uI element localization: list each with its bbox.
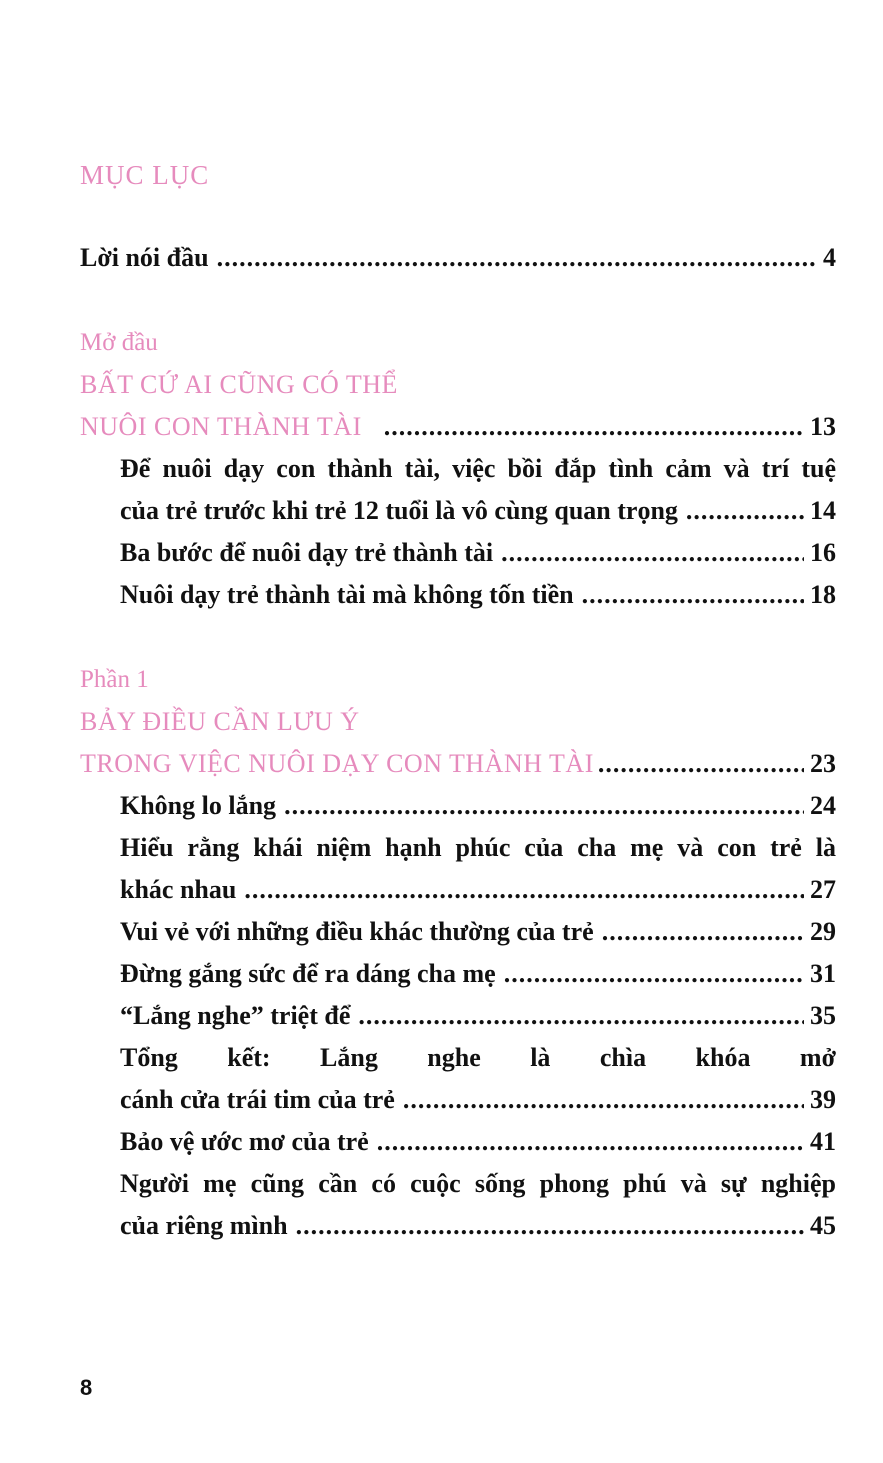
toc-entry-line [80,785,836,827]
section-heading: NUÔI CON THÀNH TÀI [80,412,362,441]
dot-leader [501,532,804,574]
entry-label: Tổng kết: Lắng nghe là chìa khóa mở [120,1043,836,1072]
entry-label: Để nuôi dạy con thành tài, việc bồi đắp tình cảm và trí tuệ [120,454,836,483]
section-heading: TRONG VIỆC NUÔI DẠY CON THÀNH TÀI [80,749,594,778]
entry-page: 27 [810,875,836,904]
entry-page: 23 [810,749,836,778]
dot-leader [244,869,804,911]
entry-label: Vui vẻ với những điều khác thường của trẻ [120,917,594,946]
entry-label: Ba bước để nuôi dạy trẻ thành tài [120,538,494,567]
entry-label: của trẻ trước khi trẻ 12 tuổi là vô cùng quan trọng [120,496,678,525]
toc-entry-line [80,953,836,995]
section-heading: BẤT CỨ AI CŨNG CÓ THỂ [80,370,398,399]
entry-page: 45 [810,1211,836,1240]
entry-label: cánh cửa trái tim của trẻ [120,1085,395,1114]
page-number: 8 [80,1375,93,1400]
dot-leader [582,574,804,616]
toc-entry-line [80,911,836,953]
entry-page: 29 [810,917,836,946]
toc-entry-line [80,1079,836,1121]
toc-entry-line [80,532,836,574]
dot-leader [284,785,804,827]
entry-page: 41 [810,1127,836,1156]
toc-entry-line [80,490,836,532]
toc-entry-line [80,827,836,869]
entry-label: Không lo lắng [120,791,277,820]
entry-page: 4 [823,243,836,272]
toc-entry [80,237,836,279]
section-label: Phần 1 [80,666,149,693]
dot-leader [598,743,804,785]
toc-preface [80,237,836,279]
dot-leader [384,406,804,448]
entry-label: “Lắng nghe” triệt để [120,1001,351,1030]
entry-page: 31 [810,959,836,988]
toc-entry-line [80,1037,836,1079]
entry-label: Hiểu rằng khái niệm hạnh phúc của cha mẹ và con trẻ là [120,833,836,862]
entry-label: Bảo vệ ước mơ của trẻ [120,1127,369,1156]
dot-leader [403,1079,804,1121]
toc-title: MỤC LỤC [80,160,210,190]
toc-intro [80,322,836,616]
entry-label: khác nhau [120,875,237,904]
entry-page: 13 [810,412,836,441]
toc-entry-line [80,995,836,1037]
section-label: Mở đầu [80,329,158,356]
dot-leader [296,1205,804,1247]
dot-leader [602,911,804,953]
toc-entry-line [80,574,836,616]
entry-label: Lời nói đầu [80,243,209,272]
entry-page: 35 [810,1001,836,1030]
dot-leader [217,237,817,279]
dot-leader [377,1121,804,1163]
toc-entry-line [80,448,836,490]
entry-label: Người mẹ cũng cần có cuộc sống phong phú và sự nghiệp [120,1169,836,1198]
entry-page: 39 [810,1085,836,1114]
entry-page: 14 [810,496,836,525]
toc-part1 [80,659,836,1247]
entry-page: 18 [810,580,836,609]
entry-label: Đừng gắng sức để ra dáng cha mẹ [120,959,496,988]
section-heading: BẢY ĐIỀU CẦN LƯU Ý [80,707,360,736]
toc-entry-line [80,1121,836,1163]
entry-page: 16 [810,538,836,567]
dot-leader [358,995,804,1037]
entry-page: 24 [810,791,836,820]
toc-entry-line [80,1163,836,1205]
dot-leader [504,953,804,995]
entry-label: của riêng mình [120,1211,288,1240]
toc-entry-line [80,869,836,911]
toc-entry-line [80,1205,836,1247]
dot-leader [686,490,804,532]
entry-label: Nuôi dạy trẻ thành tài mà không tốn tiền [120,580,574,609]
